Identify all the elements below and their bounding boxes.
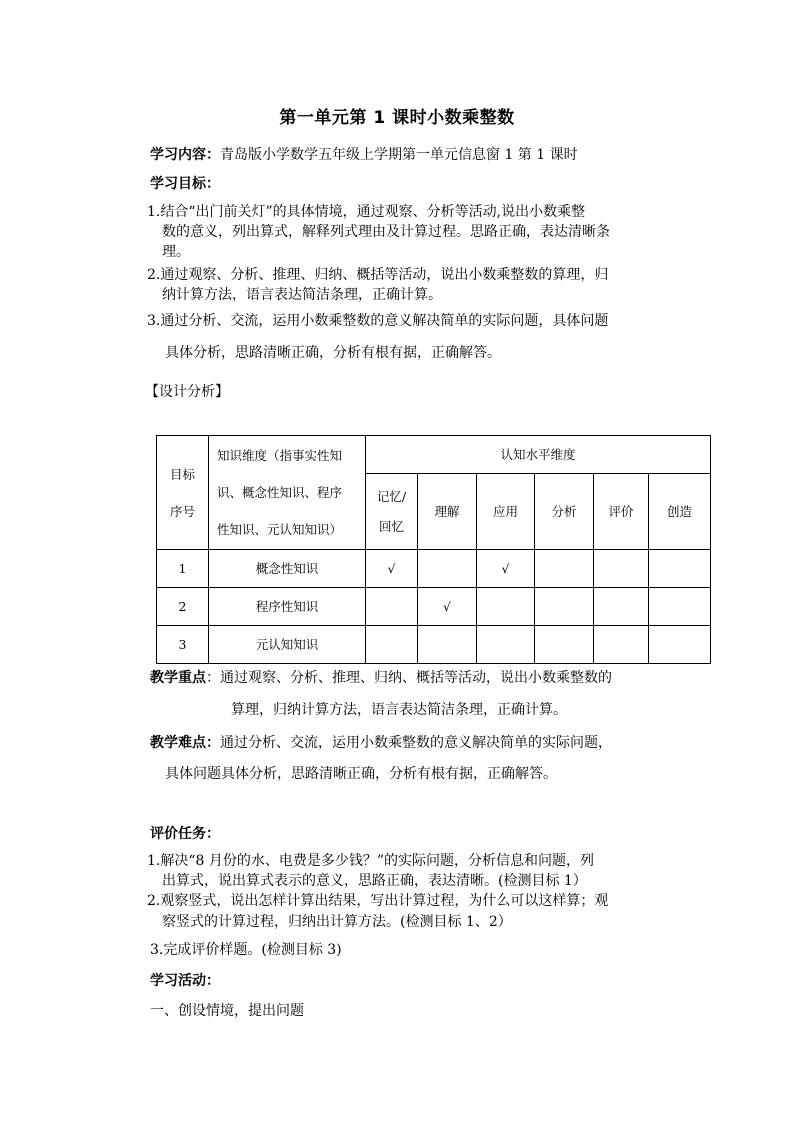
check-cell [535, 550, 594, 588]
header-goal-number: 目标 序号 [157, 436, 209, 550]
key-point-label: 教学重点 [150, 670, 206, 686]
activities-label: 学习活动： [150, 973, 220, 989]
row-number: 3 [157, 626, 209, 664]
check-cell: √ [366, 550, 418, 588]
check-cell [535, 626, 594, 664]
row-number: 1 [157, 550, 209, 588]
row-knowledge: 程序性知识 [209, 588, 366, 626]
check-cell [594, 588, 649, 626]
goal-line: 纳计算方法，语言表达简洁条理，正确计算。 [162, 287, 442, 303]
difficulty-label: 教学难点： [150, 735, 220, 751]
goal-line: 3.通过分析、交流，运用小数乘整数的意义解决简单的实际问题，具体问题 [147, 313, 609, 329]
content-text: 青岛版小学数学五年级上学期第一单元信息窗 1 第 1 课时 [220, 147, 578, 163]
check-cell [477, 588, 535, 626]
task-line: 3.完成评价样题。(检测目标 3) [150, 942, 342, 958]
header-analyze: 分析 [535, 474, 594, 550]
check-cell [649, 626, 711, 664]
header-apply: 应用 [477, 474, 535, 550]
goal-line: 理。 [162, 244, 190, 260]
goals-label: 学习目标： [150, 176, 220, 192]
check-cell [366, 626, 418, 664]
goal-line: 数的意义，列出算式，解释列式理由及计算过程。思路正确，表达清晰条 [162, 224, 610, 240]
check-cell: √ [418, 588, 477, 626]
task-line: 2.观察竖式，说出怎样计算出结果，写出计算过程，为什么可以这样算；观 [147, 893, 609, 909]
header-evaluate: 评价 [594, 474, 649, 550]
goal-line: 具体分析，思路清晰正确，分析有根有据，正确解答。 [165, 345, 501, 361]
header-understand: 理解 [418, 474, 477, 550]
table-row [157, 626, 711, 664]
page-title: 第一单元第 1 课时小数乘整数 [279, 108, 515, 128]
check-cell [649, 550, 711, 588]
check-cell [477, 626, 535, 664]
check-cell [418, 626, 477, 664]
table-row [157, 588, 711, 626]
design-heading: 【设计分析】 [145, 384, 229, 400]
difficulty-line: 具体问题具体分析，思路清晰正确，分析有根有据，正确解答。 [165, 766, 557, 782]
content-line [150, 144, 578, 166]
check-cell [594, 550, 649, 588]
row-knowledge: 概念性知识 [209, 550, 366, 588]
check-cell [594, 626, 649, 664]
table-row [157, 550, 711, 588]
difficulty-line: 教学难点：通过分析、交流，运用小数乘整数的意义解决简单的实际问题， [150, 735, 612, 751]
key-point-line: 教学重点：通过观察、分析、推理、归纳、概括等活动，说出小数乘整数的 [150, 670, 612, 686]
goal-line: 2.通过观察、分析、推理、归纳、概括等活动，说出小数乘整数的算理，归 [147, 267, 609, 283]
task-line: 出算式，说出算式表示的意义，思路正确，表达清晰。(检测目标 1） [162, 873, 587, 889]
header-cognitive-dimension: 认知水平维度 [366, 436, 711, 474]
row-knowledge: 元认知知识 [209, 626, 366, 664]
check-cell [366, 588, 418, 626]
check-cell [535, 588, 594, 626]
activity-step: 一、创设情境，提出问题 [150, 1003, 304, 1019]
tasks-label: 评价任务： [150, 826, 220, 842]
content-label: 学习内容： [150, 147, 220, 163]
header-memory: 记忆/ 回忆 [366, 474, 418, 550]
goal-line: 1.结合“出门前关灯”的具体情境，通过观察、分析等活动,说出小数乘整 [147, 204, 586, 220]
task-line: 察竖式的计算过程，归纳出计算方法。(检测目标 1、2） [162, 914, 512, 930]
check-cell [649, 588, 711, 626]
header-create: 创造 [649, 474, 711, 550]
header-knowledge-dimension: 知识维度（指事实性知 识、概念性知识、程序 性知识、元认知知识） [209, 436, 366, 550]
task-line: 1.解决“8 月份的水、电费是多少钱？”的实际问题，分析信息和问题，列 [147, 853, 595, 869]
key-point-line: 算理，归纳计算方法，语言表达简洁条理，正确计算。 [231, 702, 567, 718]
check-cell [418, 550, 477, 588]
row-number: 2 [157, 588, 209, 626]
check-cell: √ [477, 550, 535, 588]
design-analysis-table [156, 435, 711, 664]
